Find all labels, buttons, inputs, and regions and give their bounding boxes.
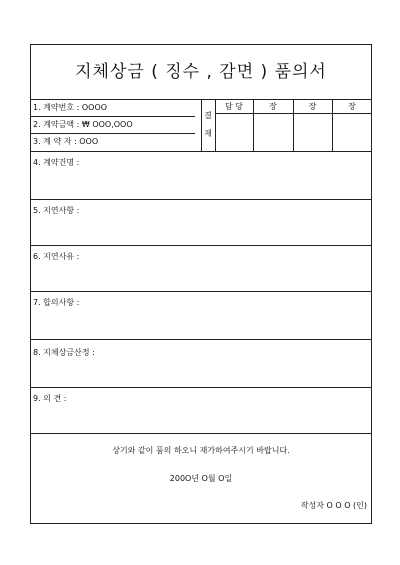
- divider: [31, 116, 195, 117]
- approval-form: [30, 44, 372, 524]
- approval-border: [201, 99, 202, 151]
- date-text: 200O년 O월 O일: [169, 474, 233, 483]
- divider: [31, 199, 371, 200]
- section-delay-details: 5. 지연사항 :: [33, 206, 80, 215]
- approval-header: 장: [348, 102, 356, 111]
- approval-label-top: 결: [204, 111, 212, 120]
- form-title: 지체상금 ( 징수 , 감면 ) 품의서: [75, 62, 327, 82]
- section-agreement: 7. 합의사항 :: [33, 298, 80, 307]
- approval-header: 장: [269, 102, 277, 111]
- contract-number: 1. 계약번호 : OOOO: [33, 103, 108, 112]
- divider: [31, 433, 371, 434]
- divider: [31, 387, 371, 388]
- divider: [31, 339, 371, 340]
- section-opinion: 9. 의 견 :: [33, 394, 67, 403]
- section-penalty-calc: 8. 지체상금산정 :: [33, 348, 95, 357]
- author-signature: 작성자 O O O (인): [300, 501, 367, 510]
- divider: [31, 133, 195, 134]
- approval-header: 담 당: [225, 102, 243, 111]
- request-text: 상기와 같이 품의 하오니 재가하여주시기 바랍니다.: [112, 446, 290, 455]
- approval-header-line: [215, 113, 371, 114]
- section-delay-reason: 6. 지연사유 :: [33, 252, 80, 261]
- approval-header: 장: [308, 102, 317, 111]
- section-contract-name: 4. 계약건명 :: [33, 158, 80, 167]
- divider: [31, 245, 371, 246]
- contractor: 3. 계 약 자 : OOO: [33, 137, 99, 146]
- contract-amount: 2. 계약금액 : ₩ OOO,OOO: [33, 120, 133, 129]
- divider: [31, 151, 371, 152]
- divider: [31, 291, 371, 292]
- approval-label-bottom: 재: [204, 129, 212, 138]
